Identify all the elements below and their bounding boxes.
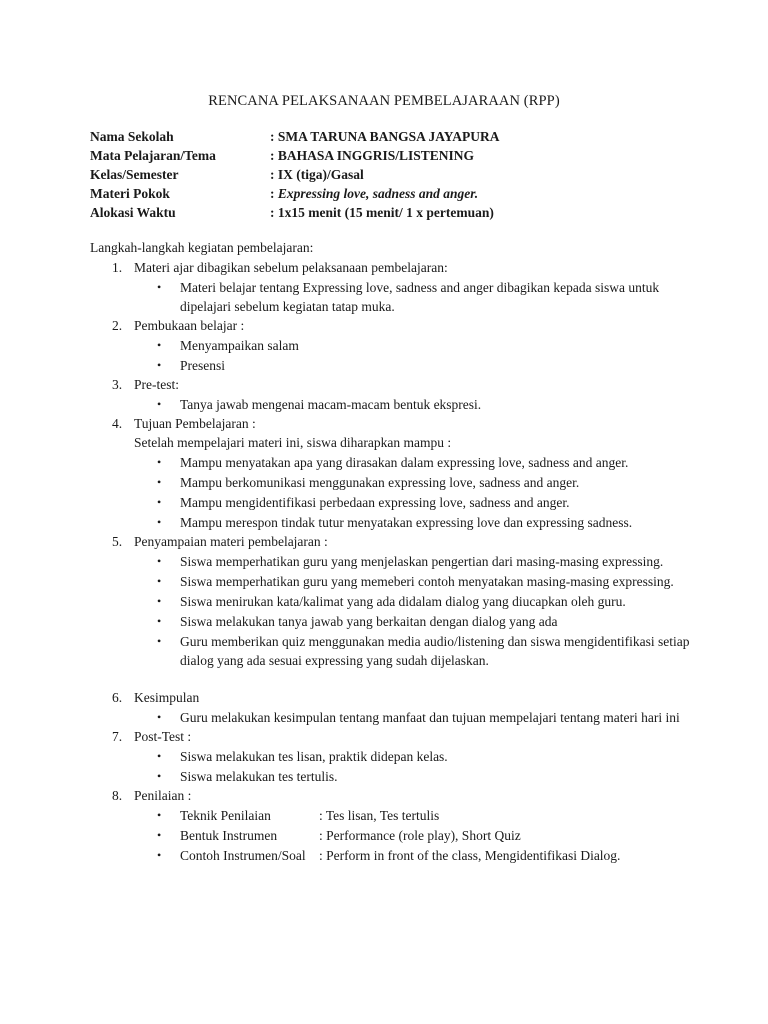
step-item <box>90 727 690 786</box>
assessment-key: Bentuk Instrumen <box>180 828 278 843</box>
identity-row-school <box>90 127 500 146</box>
bullet-icon: • <box>157 594 162 608</box>
steps-intro: Langkah-langkah kegiatan pembelajaran: <box>90 240 314 255</box>
step-text: Penilaian : <box>134 788 192 803</box>
bullet-icon: • <box>157 495 162 509</box>
step-subtext: Setelah mempelajari materi ini, siswa diharapkan mampu : <box>134 435 452 450</box>
assessment-key: Teknik Penilaian <box>180 808 271 823</box>
bullet-item: • Mampu menyatakan apa yang dirasakan dalam expressing love, sadness and anger. <box>157 455 629 470</box>
bullet-list <box>134 552 690 670</box>
bullet-item: • Mampu mengidentifikasi perbedaan expressing love, sadness and anger. <box>157 495 570 510</box>
step-text: Post-Test : <box>134 729 192 744</box>
bullet-list <box>134 395 690 414</box>
assessment-value: : Tes lisan, Tes tertulis <box>319 808 440 823</box>
bullet-item: • Materi belajar tentang Expressing love, sadness and anger dibagikan kepada siswa untuk dipelajari sebelum kegiatan tatap muka. <box>157 280 660 314</box>
bullet-item: • Tanya jawab mengenai macam-macam bentuk ekspresi. <box>157 397 482 412</box>
bullet-list <box>134 747 690 786</box>
bullet-icon: • <box>157 808 162 822</box>
bullet-icon: • <box>157 397 162 411</box>
identity-value: : BAHASA INGGRIS/LISTENING <box>270 148 475 163</box>
assessment-item <box>134 806 690 825</box>
bullet-icon: • <box>157 554 162 568</box>
assessment-item <box>134 846 690 865</box>
identity-label: Kelas/Semester <box>90 167 179 182</box>
step-item <box>90 258 690 316</box>
identity-value: : IX (tiga)/Gasal <box>270 167 364 182</box>
bullet-icon: • <box>157 749 162 763</box>
bullet-icon: • <box>157 769 162 783</box>
step-item <box>90 532 690 688</box>
bullet-list <box>134 278 690 316</box>
bullet-icon: • <box>157 280 162 294</box>
step-number: 4. <box>112 416 123 431</box>
bullet-item: • Siswa menirukan kata/kalimat yang ada didalam dialog yang diucapkan oleh guru. <box>157 594 626 609</box>
identity-label: Nama Sekolah <box>90 129 174 144</box>
identity-value: Expressing love, sadness and anger. <box>277 186 479 201</box>
step-number: 6. <box>112 690 123 705</box>
step-text: Materi ajar dibagikan sebelum pelaksanaan pembelajaran: <box>134 260 448 275</box>
bullet-item: • Mampu berkomunikasi menggunakan expressing love, sadness and anger. <box>157 475 580 490</box>
assessment-list <box>134 806 690 865</box>
bullet-icon: • <box>157 828 162 842</box>
step-number: 7. <box>112 729 123 744</box>
activity-steps-section <box>90 238 690 865</box>
bullet-icon: • <box>157 574 162 588</box>
bullet-list <box>134 453 690 532</box>
assessment-value: : Perform in front of the class, Mengidentifikasi Dialog. <box>319 848 621 863</box>
step-text: Kesimpulan <box>134 690 200 705</box>
step-number: 1. <box>112 260 123 275</box>
step-item <box>90 414 690 532</box>
bullet-icon: • <box>157 515 162 529</box>
step-number: 5. <box>112 534 123 549</box>
step-number: 3. <box>112 377 123 392</box>
bullet-item: • Siswa melakukan tes tertulis. <box>157 769 338 784</box>
bullet-item: • Guru memberikan quiz menggunakan media audio/listening dan siswa mengidentifikasi setiap dialog yang ada sesuai expressing yang sudah dijelaskan. <box>157 634 690 668</box>
bullet-icon: • <box>157 455 162 469</box>
identity-value: : SMA TARUNA BANGSA JAYAPURA <box>270 129 500 144</box>
step-item <box>90 688 690 727</box>
step-text: Penyampaian materi pembelajaran : <box>134 534 328 549</box>
bullet-icon: • <box>157 614 162 628</box>
bullet-icon: • <box>157 475 162 489</box>
bullet-item: • Siswa melakukan tanya jawab yang berkaitan dengan dialog yang ada <box>157 614 558 629</box>
bullet-item: • Mampu merespon tindak tutur menyatakan expressing love dan expressing sadness. <box>157 515 633 530</box>
identity-row-topic <box>90 184 500 203</box>
assessment-key: Contoh Instrumen/Soal <box>180 848 306 863</box>
identity-label: Materi Pokok <box>90 186 170 201</box>
bullet-item: • Menyampaikan salam <box>157 338 299 353</box>
assessment-value: : Performance (role play), Short Quiz <box>319 828 521 843</box>
step-text: Pembukaan belajar : <box>134 318 245 333</box>
bullet-icon: • <box>157 358 162 372</box>
step-item <box>90 375 690 414</box>
step-text: Tujuan Pembelajaran : <box>134 416 256 431</box>
identity-row-class <box>90 165 500 184</box>
bullet-icon: • <box>157 848 162 862</box>
step-text: Pre-test: <box>134 377 179 392</box>
bullet-icon: • <box>157 338 162 352</box>
step-number: 8. <box>112 788 123 803</box>
identity-row-time <box>90 203 500 222</box>
bullet-item: • Siswa melakukan tes lisan, praktik didepan kelas. <box>157 749 448 764</box>
bullet-icon: • <box>157 710 162 724</box>
bullet-icon: • <box>157 634 162 648</box>
identity-value: : 1x15 menit (15 menit/ 1 x pertemuan) <box>270 205 494 220</box>
identity-label: Alokasi Waktu <box>90 205 176 220</box>
bullet-item: • Presensi <box>157 358 225 373</box>
bullet-list <box>134 336 690 375</box>
identity-row-subject <box>90 146 500 165</box>
bullet-item: • Guru melakukan kesimpulan tentang manfaat dan tujuan mempelajari tentang materi hari ini <box>157 710 680 725</box>
bullet-item: • Siswa memperhatikan guru yang memeberi contoh menyatakan masing-masing expressing. <box>157 574 674 589</box>
step-number: 2. <box>112 318 123 333</box>
bullet-list <box>134 708 690 727</box>
identity-block <box>90 127 500 222</box>
assessment-item <box>134 826 690 845</box>
step-item <box>90 316 690 375</box>
identity-label: Mata Pelajaran/Tema <box>90 148 216 163</box>
step-item <box>90 786 690 865</box>
identity-value-prefix: : <box>270 186 278 201</box>
document-title: RENCANA PELAKSANAAN PEMBELAJARAAN (RPP) <box>208 93 560 109</box>
bullet-item: • Siswa memperhatikan guru yang menjelaskan pengertian dari masing-masing expressing. <box>157 554 664 569</box>
steps-list <box>90 258 690 865</box>
